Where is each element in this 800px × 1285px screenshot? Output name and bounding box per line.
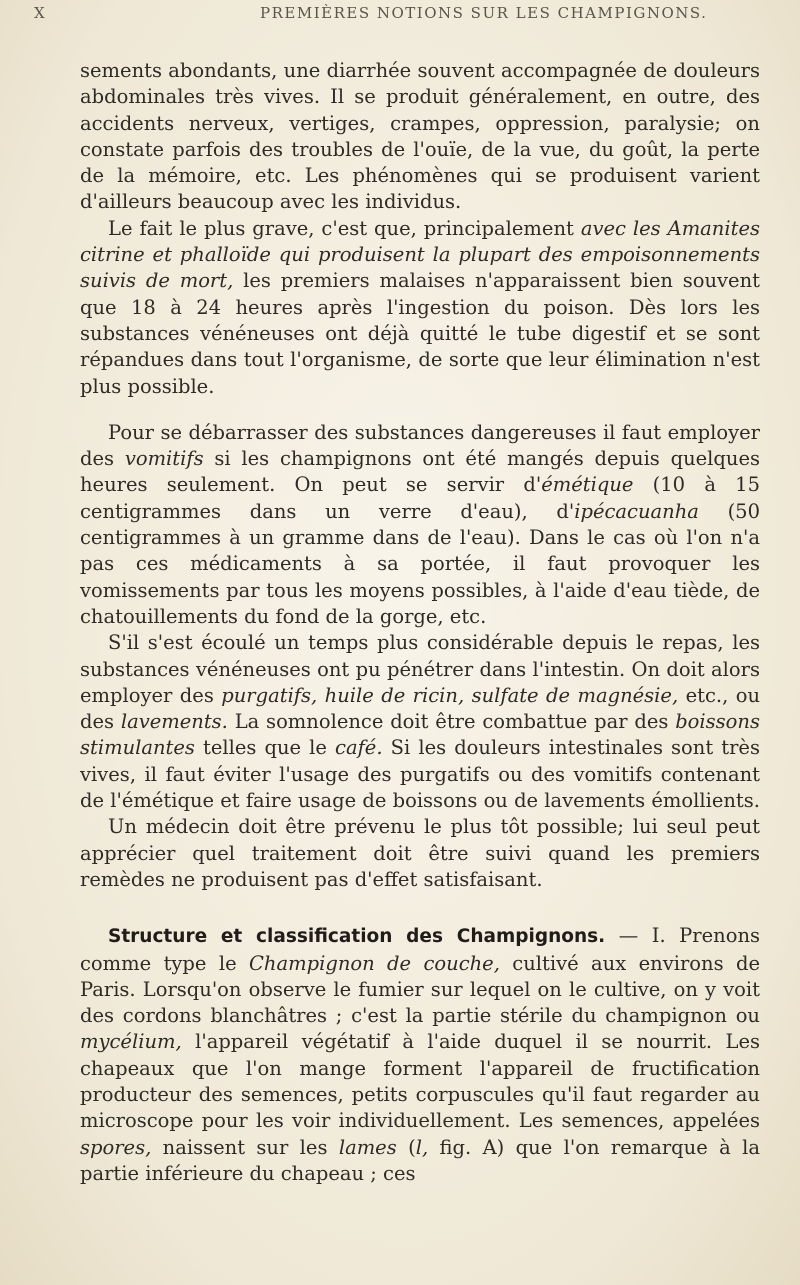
paragraph xyxy=(80,58,760,216)
text-run: (50 centigrammes à un gramme dans de l'eau). Dans le cas où l'on n'a pas ces médicaments à sa portée, il faut provoquer les vomissements par tous les moyens possibles, à l'aide d'eau tiède, de chatouillements du fond de la gorge, etc. xyxy=(80,499,760,628)
text-run: Pour se débarrasser des substances dangereuses il faut employer des xyxy=(80,420,760,471)
page-number: X xyxy=(34,4,47,22)
italic-run: vomitifs xyxy=(124,447,204,471)
text-run: Un médecin doit être prévenu le plus tôt possible; lui seul peut apprécier quel traitement doit être suivi quand les premiers remèdes ne produisent pas d'effet satisfaisant. xyxy=(80,815,760,891)
text-run: La somnolence doit être combattue par des xyxy=(227,710,676,734)
text-run: (10 à 15 centigrammes dans un verre d'eau), d' xyxy=(80,473,760,523)
italic-run: boissons stimulantes xyxy=(80,710,760,760)
text-run: cultivé aux environs de Paris. Lorsqu'on observe le fumier sur lequel on le cultive, on y voit des cordons blanchâtres ; c'est la partie stérile du champignon ou xyxy=(80,951,761,1028)
text-run: Si les douleurs intestinales sont très vives, il faut éviter l'usage des purgatifs ou des vomitifs contenant de l'émétique et faire usage de boissons ou de lavements émollients. xyxy=(80,736,760,813)
italic-run: Champignon de couche, xyxy=(249,951,500,975)
paragraph xyxy=(80,814,760,893)
text-run: etc., ou des xyxy=(80,683,761,734)
italic-run: lavements. xyxy=(120,710,228,734)
italic-run: ipécacuanha xyxy=(574,499,699,523)
paragraph xyxy=(80,216,760,400)
section-paragraph xyxy=(80,923,760,1187)
italic-run: avec les Amanites citrine et phalloïde qui produisent la plupart des empoisonnements suivis de mort, xyxy=(80,216,760,293)
text-run: telles que le xyxy=(194,736,336,760)
italic-run: lames xyxy=(338,1135,397,1159)
italic-run: spores, xyxy=(80,1135,152,1159)
text-run: les premiers malaises n'apparaissent bien souvent que 18 à 24 heures après l'ingestion du poison. Dès lors les substances vénéneuses ont déjà quitté le tube digestif et se sont répandues dans tout l'organisme, de sorte que leur élimination n'est plus possible. xyxy=(80,269,760,398)
text-run: S'il s'est écoulé un temps plus considérable depuis le repas, les substances vénéneuses ont pu pénétrer dans l'intestin. On doit alors employer des xyxy=(80,631,760,707)
text-run: naissent sur les xyxy=(151,1135,339,1159)
text-run: l'appareil végétatif à l'aide duquel il se nourrit. Les chapeaux que l'on mange forment l'appareil de fructification producteur des semences, petits corpuscules qu'il faut regarder au microscope pour les voir individuellement. Les semences, appelées xyxy=(80,1030,760,1133)
text-run: Le fait le plus grave, c'est que, principalement xyxy=(108,216,581,240)
paragraph xyxy=(80,420,760,630)
italic-run: émétique xyxy=(541,473,634,497)
text-run: ( xyxy=(396,1135,416,1159)
italic-run: l, xyxy=(415,1135,429,1159)
text-run: si les champignons ont été mangés depuis quelques heures seulement. On peut se servir d' xyxy=(80,447,760,497)
body-text xyxy=(80,58,760,1187)
text-run: fig. A) que l'on remarque à la partie inférieure du chapeau ; ces xyxy=(80,1135,760,1185)
italic-run: purgatifs, huile de ricin, sulfate de magnésie, xyxy=(221,683,679,707)
section-heading: Structure et classification des Champignons. xyxy=(108,926,606,948)
running-head xyxy=(22,4,782,30)
paragraph xyxy=(80,630,760,814)
running-title: PREMIÈRES NOTIONS SUR LES CHAMPIGNONS. xyxy=(260,4,708,22)
text-run: — I. Prenons comme type le xyxy=(80,924,761,975)
text-run: sements abondants, une diarrhée souvent accompagnée de douleurs abdominales très vives. Il se produit généralement, en outre, des accidents nerveux, vertiges, crampes, oppression, paralysie; on constate parfois des troubles de l'ouïe, de la vue, du goût, la perte de la mémoire, etc. Les phénomènes qui se produisent varient d'ailleurs beaucoup avec les individus. xyxy=(80,59,760,214)
italic-run: mycélium, xyxy=(80,1030,182,1054)
italic-run: café. xyxy=(335,736,383,760)
